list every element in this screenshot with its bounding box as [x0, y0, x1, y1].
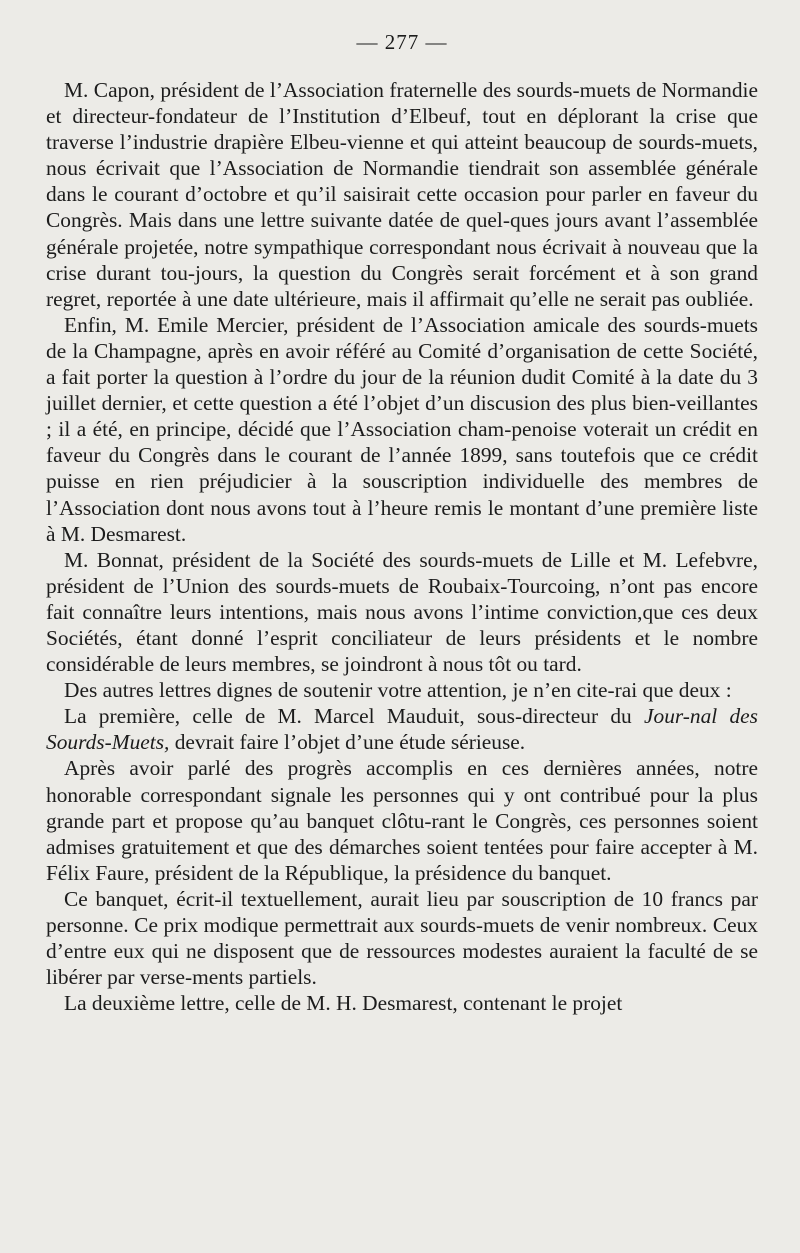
first-letter-text-end: devrait faire l’objet d’une étude sérieuse. [169, 730, 526, 755]
paragraph-bonnat: M. Bonnat, président de la Société des sourds-muets de Lille et M. Lefebvre, président de l’Union des sourds-muets de Roubaix-Tourcoing, n’ont pas encore fait connaître leurs intentions, mais nous avons l’intime conviction,que ces deux Sociétés, étant donné l’esprit conciliateur de leurs présidents et le nombre considérable de leurs membres, se joindront à nous tôt ou tard. [46, 547, 758, 677]
page-number: — 277 — [356, 30, 448, 54]
paragraph-banquet: Ce banquet, écrit-il textuellement, aurait lieu par souscription de 10 francs par personne. Ce prix modique permettrait aux sourds-muets de venir nombreux. Ceux d’entre eux qui ne disposent que de ressources modestes auraient la faculté de se libérer par verse-ments partiels. [46, 886, 758, 990]
paragraph-other-letters: Des autres lettres dignes de soutenir votre attention, je n’en cite-rai que deux : [64, 678, 732, 703]
paragraph-progress: Après avoir parlé des progrès accomplis en ces dernières années, notre honorable correspondant signale les personnes qui y ont contribué pour la plus grande part et propose qu’au banquet clôtu-rant le Congrès, ces personnes soient admises gratuitement et que des démarches soient tentées pour faire accepter à M. Félix Faure, président de la République, la présidence du banquet. [46, 756, 758, 885]
first-letter-text-start: La première, celle de M. Marcel Mauduit, sous-directeur du [64, 704, 644, 729]
paragraph-mercier: Enfin, M. Emile Mercier, président de l’Association amicale des sourds-muets de la Champagne, après en avoir référé au Comité d’organisation de cette Société, a fait porter la question à l’ordre du jour de la réunion dudit Comité à la date du 3 juillet dernier, et cette question a été l’objet d’un discusion des plus bien-veillantes ; il a été, en principe, décidé que l’Association cham-penoise voterait un crédit en faveur du Congrès dans le courant de l’année 1899, sans toutefois que ce crédit puisse en rien préjudicier à la souscription individuelle des membres de l’Association dont nous avons tout à l’heure remis le montant d’une première liste à M. Desmarest. [46, 312, 758, 546]
paragraph-capon: M. Capon, président de l’Association fraternelle des sourds-muets de Normandie et directeur-fondateur de l’Institution d’Elbeuf, tout en déplorant la crise que traverse l’industrie drapière Elbeu-vienne et qui atteint beaucoup de sourds-muets, nous écrivait que l’Association de Normandie tiendrait son assemblée générale dans le courant d’octobre et qu’il saisirait cette occasion pour parler en faveur du Congrès. Mais dans une lettre suivante datée de quel-ques jours avant l’assemblée générale projetée, notre sympathique correspondant nous écrivait à nouveau que la crise durant tou-jours, la question du Congrès serait forcément et à son grand regret, reportée à une date ultérieure, mais il affirmait qu’elle ne serait pas oubliée. [46, 78, 758, 311]
paragraph-second-letter: La deuxième lettre, celle de M. H. Desmarest, contenant le projet [64, 991, 623, 1016]
body-text [46, 77, 758, 1016]
paragraph-first-letter [46, 703, 758, 755]
journal-title: Jour-nal des Sourds-Muets, [46, 704, 758, 755]
